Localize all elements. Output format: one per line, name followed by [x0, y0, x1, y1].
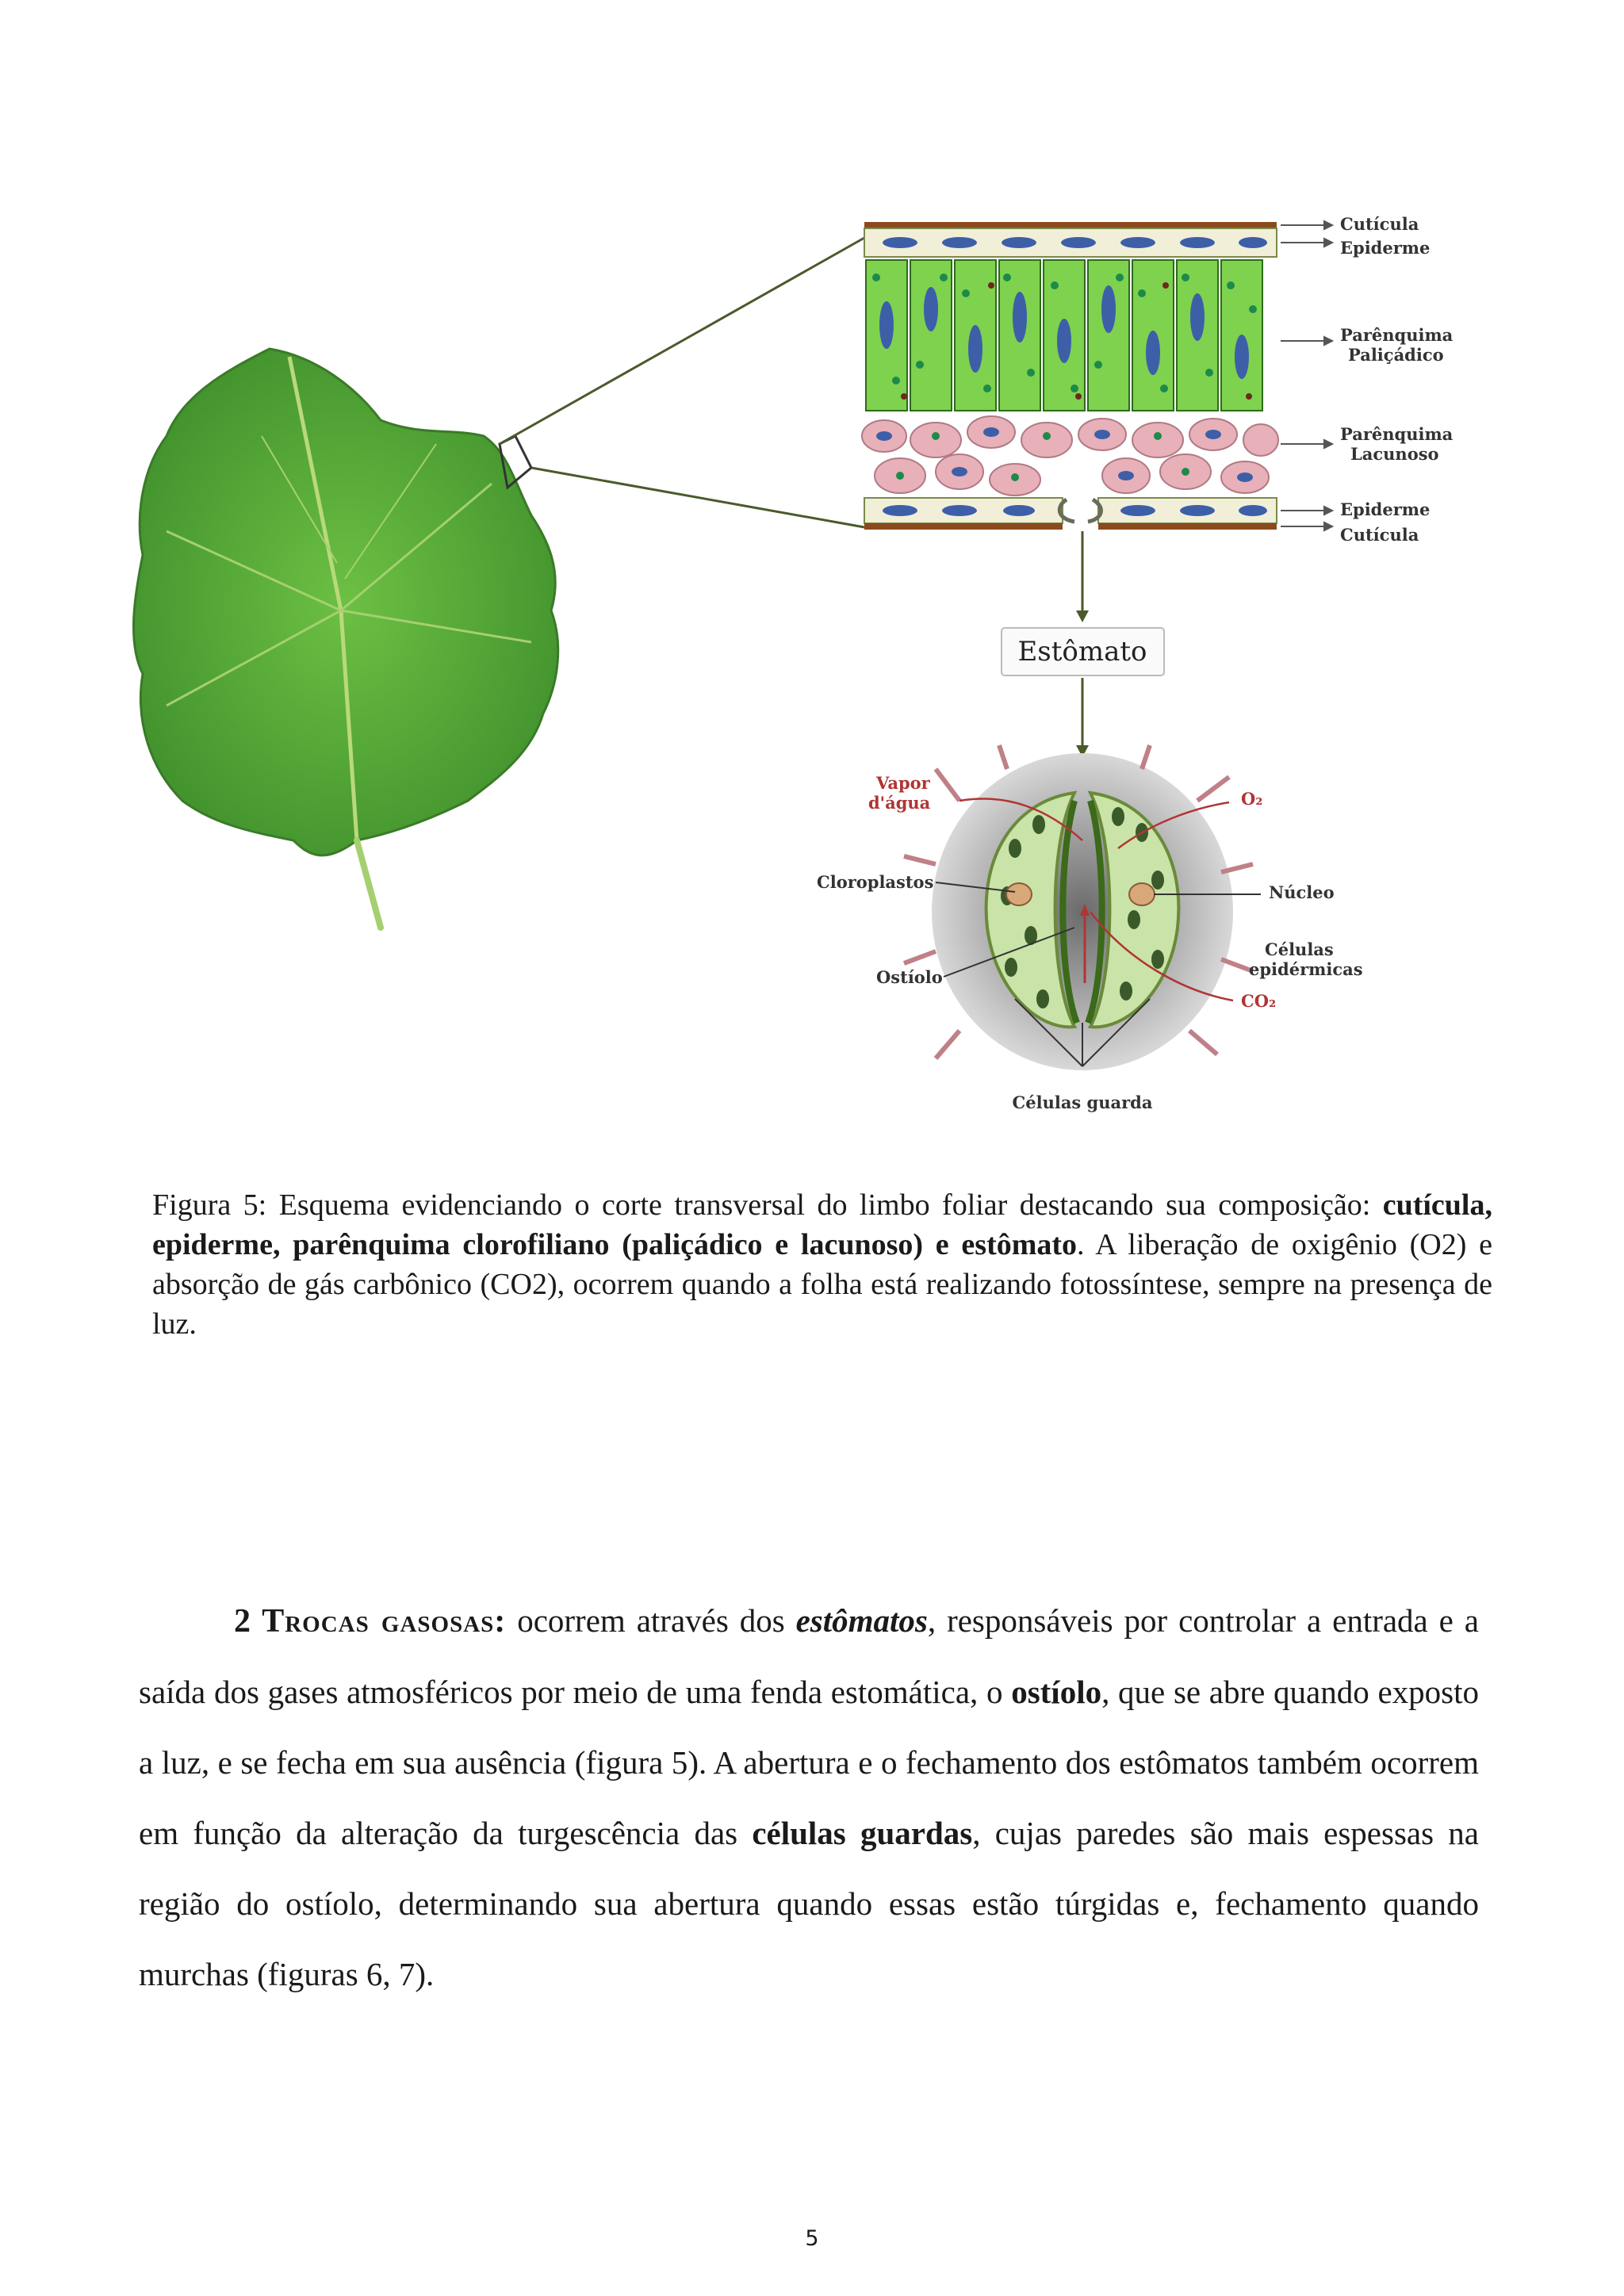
leaf-anatomy-figure: [119, 198, 1507, 1150]
caption-bold: cutícula, epiderme, parênquima clorofiliano (paliçádico e lacunoso) e estômato: [152, 1188, 1492, 1261]
label-epiderme-top: Epiderme: [1340, 238, 1431, 258]
label-ostiolo: Ostíolo: [876, 967, 943, 987]
caption-suffix: . A liberação de oxigênio (O2) e absorção de gás carbônico (CO2), ocorrem quando a folha está realizando fotossíntese, sempre na presença de luz.: [152, 1228, 1492, 1341]
paragraph-text-1: ocorrem através dos: [506, 1602, 796, 1639]
paragraph-italic-estomatos: estômatos: [795, 1602, 928, 1639]
figure-caption: [152, 1185, 1492, 1344]
label-co2: CO₂: [1241, 991, 1277, 1011]
stoma-detail: [904, 745, 1253, 1070]
label-cuticula-bottom: Cutícula: [1340, 525, 1419, 545]
label-estomato: Estômato: [1017, 636, 1147, 668]
label-palicadico-2: Paliçádico: [1348, 345, 1444, 365]
zoom-line-top: [500, 238, 864, 444]
label-cloroplastos: Cloroplastos: [817, 872, 934, 892]
page-number: 5: [805, 2226, 819, 2251]
section-heading: [234, 1603, 506, 1640]
label-palicadico-1: Parênquima: [1340, 325, 1454, 345]
label-lacunoso-1: Parênquima: [1340, 424, 1454, 444]
leaf-cross-section: [862, 222, 1278, 530]
leaf-illustration: [133, 349, 557, 928]
paragraph-bold-celulas-guardas: células guardas: [752, 1815, 973, 1851]
label-celulas-epidermicas-2: epidérmicas: [1249, 959, 1363, 979]
paragraph-text-2: , responsáveis por controlar a entrada e a saída dos gases atmosféricos por meio de uma fenda estomática, o: [139, 1602, 1479, 1710]
section-number: 2: [234, 1603, 251, 1640]
section-paragraph: [139, 1586, 1479, 2010]
label-lacunoso-2: Lacunoso: [1350, 444, 1439, 464]
label-epiderme-bottom: Epiderme: [1340, 499, 1431, 519]
label-celulas-guarda: Células guarda: [1012, 1093, 1153, 1112]
label-nucleo: Núcleo: [1269, 882, 1335, 902]
label-vapor-1: Vapor: [876, 773, 930, 793]
paragraph-text-4: , cujas paredes são mais espessas na região do ostíolo, determinando sua abertura quando essas estão túrgidas e, fechamento quando murchas (figuras 6, 7).: [139, 1815, 1479, 1992]
label-o2: O₂: [1241, 789, 1263, 809]
label-vapor-2: d'água: [868, 793, 931, 813]
label-celulas-epidermicas-1: Células: [1265, 939, 1334, 959]
caption-prefix: Figura 5: Esquema evidenciando o corte transversal do limbo foliar destacando sua composição:: [152, 1188, 1383, 1222]
section-title: Trocas gasosas:: [262, 1603, 507, 1640]
paragraph-bold-ostiolo: ostíolo: [1011, 1674, 1102, 1710]
paragraph-text-3: , que se abre quando exposto a luz, e se fecha em sua ausência (figura 5). A abertura e o fechamento dos estômatos também ocorrem em função da alteração da turgescência das: [139, 1674, 1479, 1851]
label-cuticula-top: Cutícula: [1340, 214, 1419, 234]
zoom-line-bottom: [531, 468, 864, 527]
